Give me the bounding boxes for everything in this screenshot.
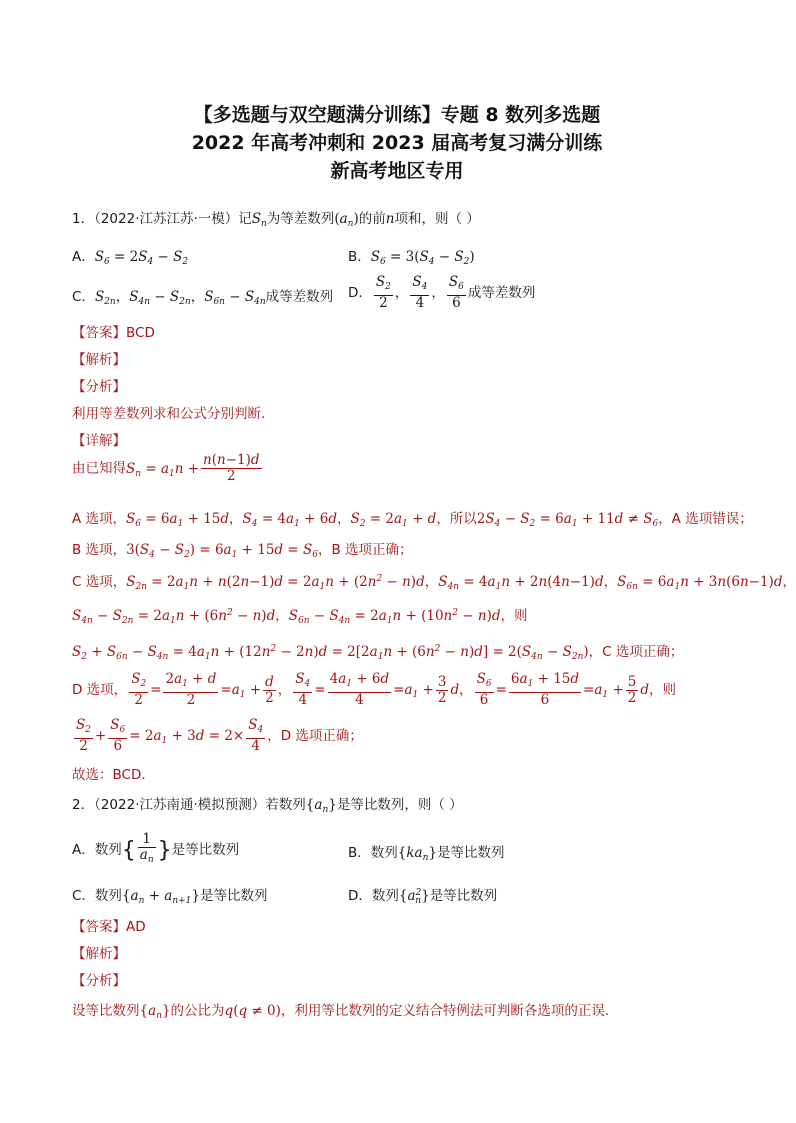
q2-stem: 2．（2022·江苏南通·模拟预测）若数列$\{a_n\}$是等比数列，则（ ） <box>72 797 463 815</box>
q2-stem-end: 是等比数列，则（ ） <box>336 797 463 813</box>
q1-option-d-label: D． <box>348 285 372 301</box>
q2-option-d-tail: 是等比数列 <box>429 888 498 904</box>
q2-option-b: B．数列$\{ka_n\}$是等比数列 <box>348 845 505 863</box>
q1-answer: 【答案】BCD <box>72 325 155 341</box>
q2-option-a: A．数列{ $\frac{1}{a_n}$ }是等比数列 <box>72 831 240 865</box>
q1-stem-text: 1．（2022·江苏江苏·一模）记 <box>72 211 252 227</box>
q1-option-a: A．$S_6 = 2S_4 - S_2$ <box>72 249 189 267</box>
q1-line-a: A 选项，$S_6 = 6a_1 + 15d$，$S_4 = 4a_1 + 6d$，$S_2 = 2a_1 + d$，所以$2S_4 - S_2 = 6a_1 + 11d \ne S_6$，A 选项错误； <box>72 511 753 529</box>
q1-stem-mid2: 的前 <box>358 211 386 227</box>
q2-option-c: C．数列$\{a_n + a_{n+1}\}$是等比数列 <box>72 888 268 906</box>
q1-line-c2: $S_{4n} - S_{2n} = 2a_1n + (6n^2 - n)d$，$S_{6n} - S_{4n} = 2a_1n + (10n^2 - n)d$，则 <box>72 608 528 626</box>
q2-fenxi-text: 设等比数列$\{a_n\}$的公比为q(q ≠ 0)，利用等比数列的定义结合特例法可判断各选项的正误. <box>72 1003 610 1021</box>
title-line-3: 新高考地区专用 <box>330 160 464 182</box>
q1-line-c-label: C 选项， <box>72 574 127 590</box>
q1-stem-end: 项和，则（ ） <box>394 211 480 227</box>
q1-option-a-label: A． <box>72 249 95 265</box>
q1-line-a-mid: ，所以 <box>436 511 477 527</box>
q1-conclusion: 故选：BCD. <box>72 767 146 783</box>
q2-option-b-label: B．数列 <box>348 845 398 861</box>
q1-line-d2-end: ，D 选项正确； <box>267 728 363 744</box>
q1-option-b-label: B． <box>348 249 371 265</box>
q2-option-d-label: D．数列 <box>348 888 399 904</box>
q2-stem-text: 2．（2022·江苏南通·模拟预测）若数列 <box>72 797 306 813</box>
q1-line-c1: C 选项，$S_{2n} = 2a_1n + n(2n-1)d = 2a_1n + (2n^2 - n)d$，$S_{4n} = 4a_1n + 2n(4n-1)d$，$S_{6n} = 6a_1n + 3n(6n-1)d$， <box>72 574 796 592</box>
q1-line-b-label: B 选项， <box>72 542 127 558</box>
q2-option-b-tail: 是等比数列 <box>436 845 505 861</box>
q1-option-c-tail: 成等差数列 <box>265 289 334 305</box>
q1-line-d1: D 选项， $\frac{S_2}{2}$ = $\frac{2a_1 + d}{2}$ $=a_1$ + $\frac{d}{2}$ ， $\frac{S_4}{4}$ = $\frac{4a_1 + 6d}{4}$ $=a_1$ + $\frac{3}{2}$ d， $\frac{S_6}{6}$ = $\frac{6a_1 + 15d}{6}$ $=a_1$ + $\frac{5}{2}$ d，则 <box>72 671 676 708</box>
q2-fenxi-text-2: 的公比为 <box>170 1003 225 1019</box>
title-line-1: 【多选题与双空题满分训练】专题 8 数列多选题 <box>193 104 601 126</box>
q2-option-c-tail: 是等比数列 <box>200 888 268 904</box>
q2-option-a-label: A．数列 <box>72 842 122 858</box>
q2-option-c-label: C．数列 <box>72 888 122 904</box>
q1-stem-mid: 为等差数列 <box>266 211 335 227</box>
q1-line-c3: $S_2 + S_{6n} - S_{4n} = 4a_1n + (12n^2 - 2n)d = 2[2a_1n + (6n^2 - n)d] = 2(S_{4n} - S_{2n})$，C 选项正确； <box>72 644 684 662</box>
q1-xiangjie: 【详解】 <box>72 433 126 449</box>
q1-known-formula: 由已知得$S_n = a_1n$ + $\frac{n(n-1)d}{2}$ <box>72 452 260 484</box>
q1-jiexi: 【解析】 <box>72 352 126 368</box>
q2-option-d: D．数列$\{a^2_n\}$是等比数列 <box>348 888 498 906</box>
q1-stem: 1．（2022·江苏江苏·一模）记$S_n$为等差数列$(a_n)$的前n项和，则（ ） <box>72 211 480 229</box>
title-line-2: 2022 年高考冲刺和 2023 届高考复习满分训练 <box>191 132 603 154</box>
q1-line-d-label: D 选项， <box>72 682 128 698</box>
q1-option-c: C．$S_{2n}$，$S_{4n} - S_{2n}$，$S_{6n} - S_{4n}$成等差数列 <box>72 289 334 307</box>
q2-jiexi: 【解析】 <box>72 946 126 962</box>
q2-option-a-tail: 是等比数列 <box>171 842 240 858</box>
q2-fenxi: 【分析】 <box>72 973 126 989</box>
q1-line-b-end: ，B 选项正确； <box>317 542 413 558</box>
q2-fenxi-text-1: 设等比数列 <box>72 1003 140 1019</box>
q1-line-a-label: A 选项， <box>72 511 127 527</box>
q1-line-c2-end: ，则 <box>500 608 528 624</box>
q2-answer: 【答案】AD <box>72 919 146 935</box>
q1-line-a-end: ，A 选项错误； <box>658 511 753 527</box>
q1-known-label: 由已知得 <box>72 460 126 477</box>
q1-line-d-end: ，则 <box>649 682 676 698</box>
q1-option-c-label: C． <box>72 289 95 305</box>
q1-line-c3-end: ，C 选项正确； <box>588 644 684 660</box>
q1-option-d-tail: 成等差数列 <box>467 285 536 301</box>
q2-fenxi-text-3: ，利用等比数列的定义结合特例法可判断各选项的正误. <box>280 1003 610 1019</box>
q1-option-d: D． $\frac{S_2}{2}$ ， $\frac{S_4}{4}$ ， $\frac{S_6}{6}$ 成等差数列 <box>348 274 536 311</box>
q1-fenxi-text: 利用等差数列求和公式分别判断. <box>72 406 266 422</box>
q1-fenxi: 【分析】 <box>72 379 126 395</box>
q1-option-b: B．$S_6 = 3(S_4 - S_2)$ <box>348 249 475 267</box>
q1-line-b: B 选项，$3(S_4 - S_2) = 6a_1 + 15d = S_6$，B 选项正确； <box>72 542 413 560</box>
q1-line-d2: $\frac{S_2}{2}$ + $\frac{S_6}{6}$ = $2a_1 + 3d = 2\times$ $\frac{S_4}{4}$ ，D 选项正确； <box>76 717 363 754</box>
